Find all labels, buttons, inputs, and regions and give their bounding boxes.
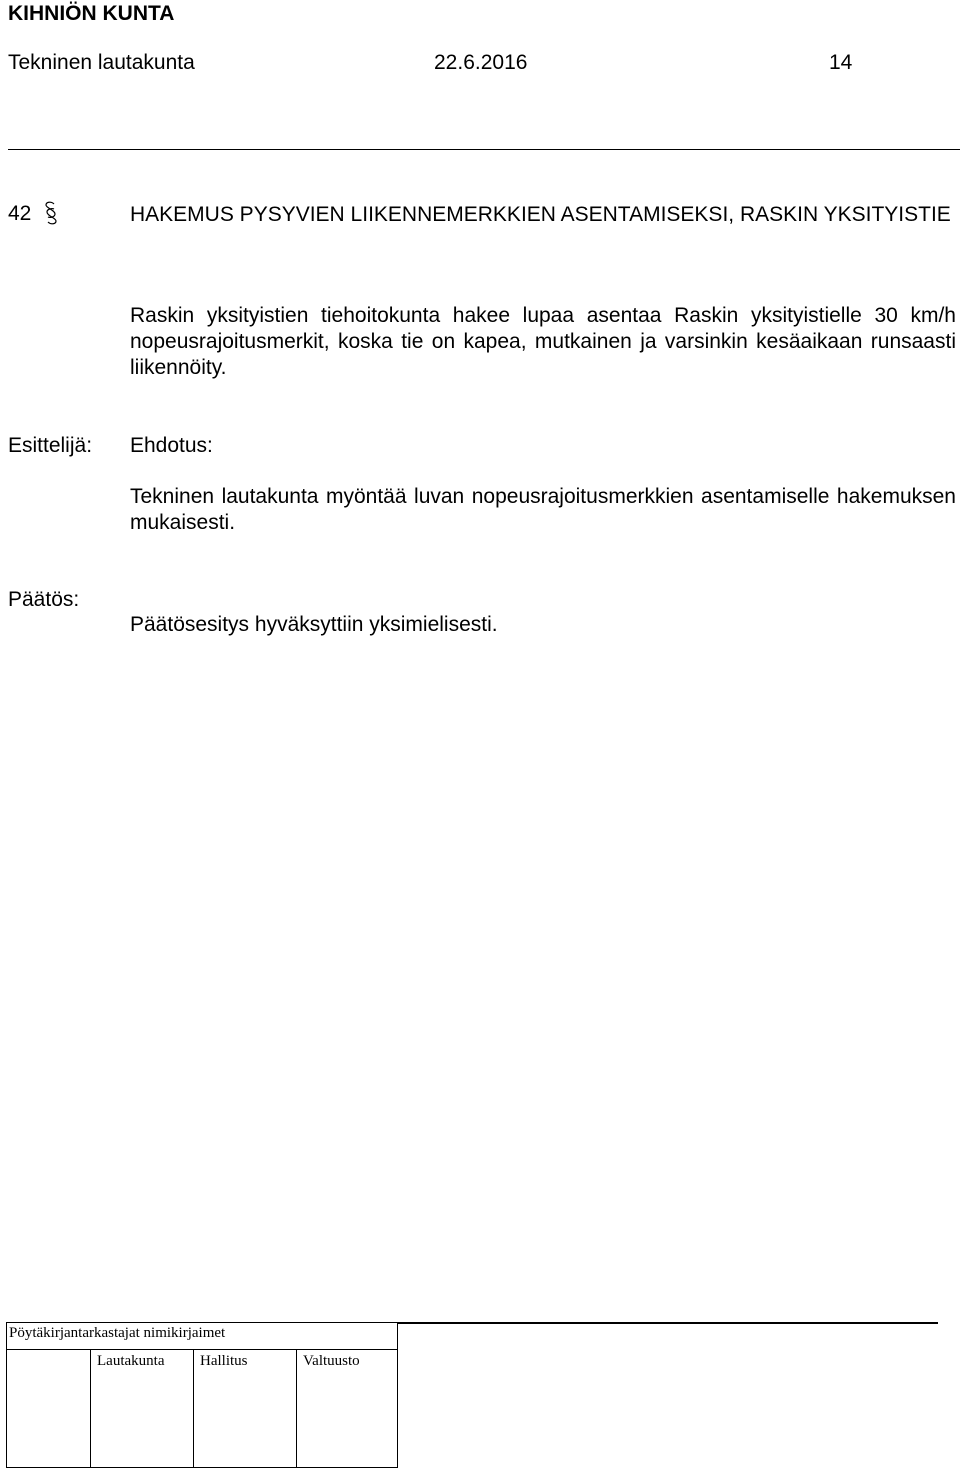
section-body: Raskin yksityistien tiehoitokunta hakee lupaa asentaa Raskin yksityistielle 30 km/h nopeusrajoitusmerkit, koska tie on kapea, mutkainen ja varsinkin kesäaikaan runsaasti liikennöity. — [130, 304, 956, 379]
signature-table-heading: Pöytäkirjantarkastajat nimikirjaimet — [9, 1325, 226, 1341]
signature-column-divider — [193, 1349, 194, 1467]
meeting-date: 22.6.2016 — [434, 51, 528, 74]
section-title: HAKEMUS PYSYVIEN LIIKENNEMERKKIEN ASENTAMISEKSI, RASKIN YKSITYISTIE — [130, 203, 951, 226]
proposal-heading: Ehdotus: — [130, 434, 213, 457]
page-number: 14 — [829, 51, 853, 74]
signature-table — [6, 1322, 398, 1468]
header-divider — [8, 149, 960, 150]
presenter-label: Esittelijä: — [8, 434, 93, 457]
signature-column-hallitus: Hallitus — [200, 1353, 248, 1369]
proposal-text: Tekninen lautakunta myöntää luvan nopeusrajoitusmerkkien asentamiselle hakemuksen mukaisesti. — [130, 485, 956, 534]
signature-column-divider — [296, 1349, 297, 1467]
signature-column-lautakunta: Lautakunta — [97, 1353, 165, 1369]
signature-column-valtuusto: Valtuusto — [303, 1353, 360, 1369]
footer-top-rule — [398, 1322, 938, 1324]
signature-column-divider — [90, 1349, 91, 1467]
section-sign-icon — [40, 200, 62, 226]
decision-label: Päätös: — [8, 588, 80, 611]
organization-name: KIHNIÖN KUNTA — [8, 2, 175, 25]
signature-table-row-divider — [7, 1349, 397, 1350]
section-number: 42 — [8, 202, 32, 225]
decision-text: Päätösesitys hyväksyttiin yksimielisesti. — [130, 613, 498, 636]
committee-name: Tekninen lautakunta — [8, 51, 195, 74]
